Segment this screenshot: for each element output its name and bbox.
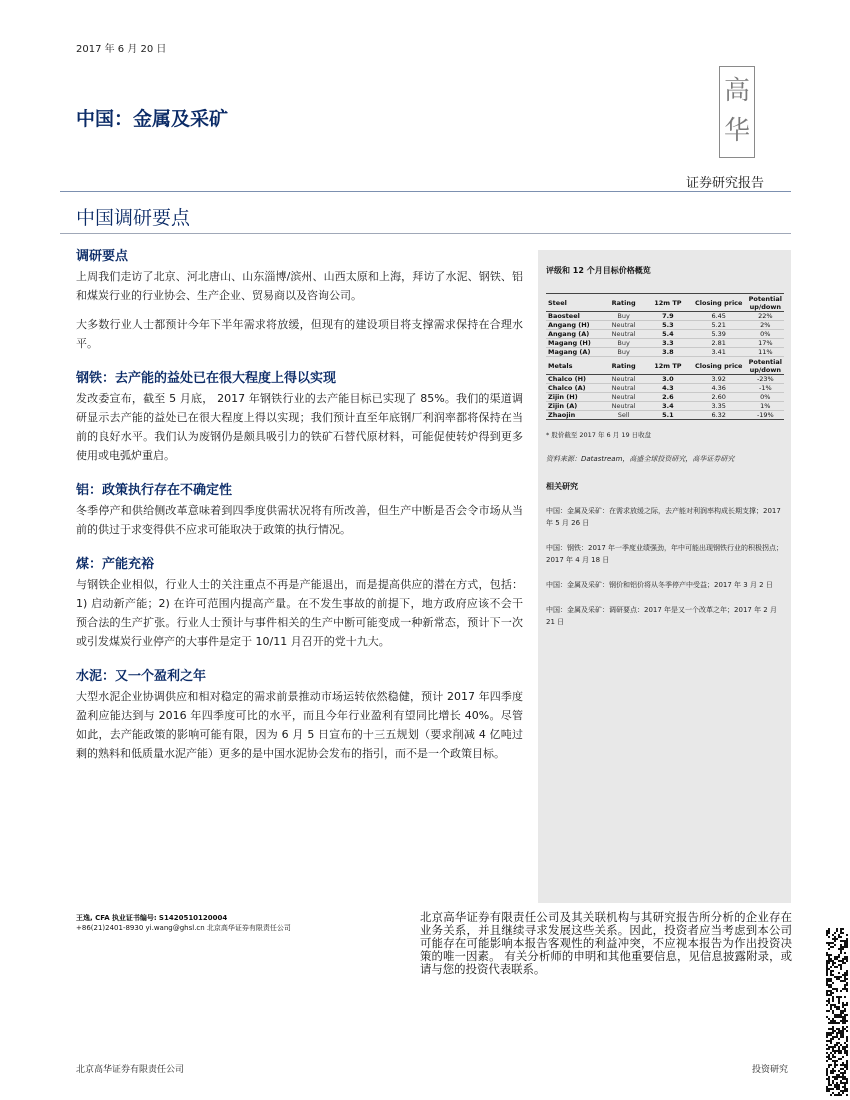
qr-code bbox=[826, 928, 848, 1096]
table-cell: 2% bbox=[747, 321, 784, 330]
table-cell: 3.3 bbox=[645, 339, 691, 348]
table-header-row bbox=[546, 357, 784, 375]
section-heading: 钢铁：去产能的益处已在很大程度上得以实现 bbox=[76, 371, 337, 386]
table-cell: 17% bbox=[747, 339, 784, 348]
table-cell: 5.3 bbox=[645, 321, 691, 330]
header-divider bbox=[60, 191, 791, 192]
section-heading: 调研要点 bbox=[76, 249, 129, 264]
cert-label: 执业证书编号: bbox=[111, 914, 157, 922]
table-cell: 1% bbox=[747, 402, 784, 411]
data-source: 资料来源：Datastream，高盛全球投资研究，高华证券研究 bbox=[546, 455, 735, 463]
table-cell: Sell bbox=[602, 411, 645, 420]
table-row bbox=[546, 339, 784, 348]
table-cell: Baosteel bbox=[546, 312, 602, 321]
table-cell: Neutral bbox=[602, 393, 645, 402]
table-cell: Neutral bbox=[602, 330, 645, 339]
table-cell: 5.39 bbox=[691, 330, 747, 339]
table-cell: 22% bbox=[747, 312, 784, 321]
section-heading: 水泥：又一个盈利之年 bbox=[76, 669, 207, 684]
table-row bbox=[546, 384, 784, 393]
ratings-table-title: 评级和 12 个月目标价格概览 bbox=[546, 266, 651, 275]
table-cell: 5.1 bbox=[645, 411, 691, 420]
related-research-item[interactable]: 中国：钢铁：2017 年一季度业绩强劲，年中可能出现钢铁行业的积极拐点；2017 年 4 月 18 日 bbox=[546, 544, 784, 564]
paragraph: 发改委宣布，截至 5 月底， 2017 年钢铁行业的去产能目标已实现了 85%。我们的渠道调研显示去产能的益处已在很大程度上得以实现；我们预计直至年底钢厂利润率都将保持在当前的良好水平。我们认为废钢仍是颇具吸引力的铁矿石替代原材料，可能促使转炉得到更多使用或电弧炉重启。 bbox=[76, 392, 523, 462]
table-cell: 4.3 bbox=[645, 384, 691, 393]
table-cell: 3.0 bbox=[645, 375, 691, 384]
disclaimer: 北京高华证券有限责任公司及其关联机构与其研究报告所分析的企业存在业务关系，并且继续寻求发展这些关系。因此，投资者应当考虑到本公司可能存在可能影响本报告客观性的利益冲突，不应视本报告为作出投资决策的唯一因素。 有关分析师的申明和其他重要信息，见信息披露附录，或请与您的投资代表联系。 bbox=[420, 910, 792, 976]
table-cell: Magang (A) bbox=[546, 348, 602, 357]
footer-company: 北京高华证券有限责任公司 bbox=[76, 1065, 185, 1075]
table-cell: 0% bbox=[747, 393, 784, 402]
table-cell: Buy bbox=[602, 312, 645, 321]
report-type: 证券研究报告 bbox=[686, 176, 765, 191]
table-cell: Chalco (A) bbox=[546, 384, 602, 393]
related-research-item[interactable]: 中国：金属及采矿：在需求放缓之际，去产能对利润率构成长期支撑；2017 年 5 月 26 日 bbox=[546, 507, 781, 527]
table-row bbox=[546, 321, 784, 330]
table-row bbox=[546, 411, 784, 420]
column-header: 12m TP bbox=[645, 357, 691, 375]
table-cell: 3.92 bbox=[691, 375, 747, 384]
column-header: Steel bbox=[546, 294, 602, 312]
section-heading: 铝：政策执行存在不确定性 bbox=[76, 483, 233, 498]
table-cell: Zhaojin bbox=[546, 411, 602, 420]
table-cell: 0% bbox=[747, 330, 784, 339]
paragraph: 上周我们走访了北京、河北唐山、山东淄博/滨州、山西太原和上海，拜访了水泥、钢铁、铝和煤炭行业的行业协会、生产企业、贸易商以及咨询公司。 bbox=[76, 270, 523, 302]
table-cell: 2.60 bbox=[691, 393, 747, 402]
section-aluminum bbox=[76, 479, 523, 539]
title-divider bbox=[60, 233, 791, 234]
logo-text: 高华 bbox=[723, 76, 750, 146]
table-row bbox=[546, 348, 784, 357]
table-row bbox=[546, 330, 784, 339]
table-cell: -19% bbox=[747, 411, 784, 420]
author-block bbox=[76, 913, 291, 933]
paragraph: 大多数行业人士都预计今年下半年需求将放缓，但现有的建设项目将支撑需求保持在合理水平。 bbox=[76, 318, 523, 350]
table-cell: Neutral bbox=[602, 321, 645, 330]
column-header: Rating bbox=[602, 357, 645, 375]
table-cell: 2.6 bbox=[645, 393, 691, 402]
table-cell: -23% bbox=[747, 375, 784, 384]
author-name: 王逸, CFA bbox=[76, 914, 110, 922]
paragraph: 与钢铁企业相似，行业人士的关注重点不再是产能退出，而是提高供应的潜在方式，包括：1) 启动新产能；2) 在许可范围内提高产量。在不发生事故的前提下，地方政府应该不会干预合法的生产扩张。行业人士预计与事件相关的生产中断可能变成一种新常态，预计下一次或引发煤炭行业停产的大事件是定于 10/11 月召开的党十九大。 bbox=[76, 578, 523, 648]
qr-code-icon bbox=[826, 928, 848, 1096]
table-row bbox=[546, 393, 784, 402]
paragraph: 大型水泥企业协调供应和相对稳定的需求前景推动市场运转依然稳健，预计 2017 年四季度盈利应能达到与 2016 年四季度可比的水平，而且今年行业盈利有望同比增长 40%。尽管如此，去产能政策的影响可能有限，因为 6 月 5 日宣布的十三五规划（要求削减 4 亿吨过剩的熟料和低质量水泥产能）更多的是中国水泥协会发布的指引，而不是一个政策目标。 bbox=[76, 690, 523, 760]
related-research-item[interactable]: 中国：金属及采矿：钢价和铝价将从冬季停产中受益；2017 年 3 月 2 日 bbox=[546, 581, 773, 589]
table-cell: Zijin (A) bbox=[546, 402, 602, 411]
table-cell: 3.8 bbox=[645, 348, 691, 357]
table-cell: 5.4 bbox=[645, 330, 691, 339]
table-cell: 3.4 bbox=[645, 402, 691, 411]
table-row bbox=[546, 312, 784, 321]
cert-number: S1420510120004 bbox=[158, 914, 228, 922]
table-cell: Buy bbox=[602, 348, 645, 357]
table-cell: Neutral bbox=[602, 402, 645, 411]
table-cell: 7.9 bbox=[645, 312, 691, 321]
table-row bbox=[546, 402, 784, 411]
company-logo bbox=[719, 66, 755, 158]
column-header: 12m TP bbox=[645, 294, 691, 312]
table-cell: Chalco (H) bbox=[546, 375, 602, 384]
sidebar-panel bbox=[538, 250, 791, 903]
table-cell: 6.45 bbox=[691, 312, 747, 321]
table-header-row bbox=[546, 294, 784, 312]
related-research-title: 相关研究 bbox=[546, 482, 578, 491]
section-key-points bbox=[76, 245, 523, 353]
table-row bbox=[546, 375, 784, 384]
related-research-item[interactable]: 中国：金属及采矿：调研要点：2017 年是又一个改革之年；2017 年 2 月 21 日 bbox=[546, 606, 777, 626]
price-date-note: * 股价截至 2017 年 6 月 19 日收盘 bbox=[546, 431, 652, 439]
table-cell: 3.41 bbox=[691, 348, 747, 357]
table-cell: Neutral bbox=[602, 384, 645, 393]
report-date: 2017 年 6 月 20 日 bbox=[76, 44, 167, 55]
report-title: 中国调研要点 bbox=[76, 207, 191, 229]
table-cell: 3.35 bbox=[691, 402, 747, 411]
column-header: Rating bbox=[602, 294, 645, 312]
table-cell: Angang (A) bbox=[546, 330, 602, 339]
column-header: Metals bbox=[546, 357, 602, 375]
table-cell: Magang (H) bbox=[546, 339, 602, 348]
footer-label: 投资研究 bbox=[752, 1065, 789, 1075]
section-cement bbox=[76, 665, 523, 763]
sector-title: 中国：金属及采矿 bbox=[76, 108, 229, 130]
table-cell: Angang (H) bbox=[546, 321, 602, 330]
table-cell: Buy bbox=[602, 339, 645, 348]
table-cell: 4.36 bbox=[691, 384, 747, 393]
main-content bbox=[76, 245, 523, 777]
ratings-table bbox=[546, 293, 784, 420]
column-header: Potential up/down bbox=[748, 294, 782, 311]
table-cell: Neutral bbox=[602, 375, 645, 384]
table-cell: 2.81 bbox=[691, 339, 747, 348]
table-cell: 5.21 bbox=[691, 321, 747, 330]
column-header: Potential up/down bbox=[748, 357, 782, 374]
table-cell: -1% bbox=[747, 384, 784, 393]
column-header: Closing price bbox=[691, 357, 747, 375]
table-cell: 6.32 bbox=[691, 411, 747, 420]
table-cell: 11% bbox=[747, 348, 784, 357]
section-heading: 煤：产能充裕 bbox=[76, 557, 155, 572]
paragraph: 冬季停产和供给侧改革意味着到四季度供需状况将有所改善，但生产中断是否会令市场从当前的供过于求变得供不应求可能取决于政策的执行情况。 bbox=[76, 504, 523, 536]
table-cell: Zijin (H) bbox=[546, 393, 602, 402]
column-header: Closing price bbox=[691, 294, 747, 312]
section-coal bbox=[76, 553, 523, 651]
author-contact[interactable]: +86(21)2401-8930 yi.wang@ghsl.cn 北京高华证券有限责任公司 bbox=[76, 924, 291, 932]
section-steel bbox=[76, 367, 523, 465]
author-line bbox=[76, 913, 291, 923]
